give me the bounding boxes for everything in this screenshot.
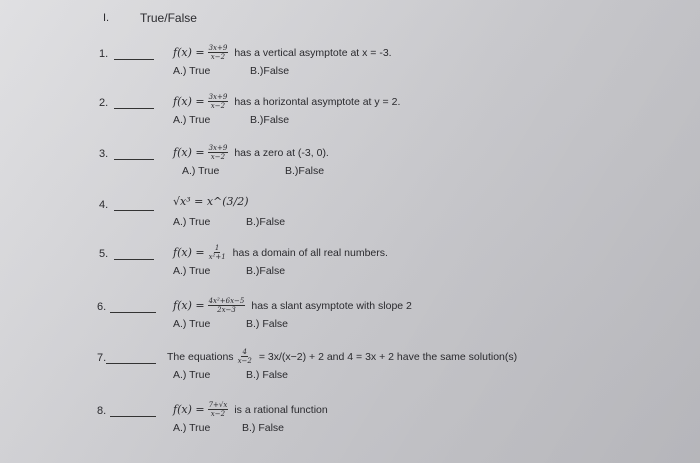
fraction-numerator: 3x+9: [208, 93, 228, 101]
question-item: [0, 93, 700, 143]
fraction-numerator: 4x²+6x−5: [208, 297, 245, 305]
answer-blank[interactable]: [114, 159, 154, 160]
question-number: 4.: [99, 199, 109, 211]
question-item: [0, 44, 700, 94]
fraction: [208, 44, 229, 61]
option-true[interactable]: A.) True: [173, 65, 211, 77]
question-item: [0, 297, 700, 347]
question-number: 6.: [97, 301, 107, 313]
option-true[interactable]: A.) True: [173, 422, 211, 434]
question-statement: [173, 144, 329, 161]
question-number: 5.: [99, 248, 109, 260]
fraction-numerator: 3x+9: [208, 144, 228, 152]
question-statement: [173, 244, 388, 261]
answer-blank[interactable]: [114, 108, 154, 109]
question-statement: [173, 297, 412, 314]
statement-text: has a slant asymptote with slope 2: [251, 299, 412, 312]
section-number: I.: [103, 12, 110, 24]
statement-text: has a domain of all real numbers.: [232, 246, 388, 259]
fraction: [237, 348, 253, 365]
fraction-denominator: 2x−3: [217, 306, 236, 314]
fraction-denominator: x−2: [210, 102, 226, 110]
function-lhs: f(x) =: [173, 246, 205, 259]
answer-blank[interactable]: [110, 312, 156, 313]
option-true[interactable]: A.) True: [173, 114, 211, 126]
option-true[interactable]: A.) True: [182, 165, 220, 177]
section-title: True/False: [140, 11, 197, 25]
question-number: 8.: [97, 405, 107, 417]
fraction-numerator: 1: [214, 244, 220, 252]
option-false[interactable]: B.) False: [246, 369, 289, 381]
question-number: 3.: [99, 148, 109, 160]
question-statement: [167, 348, 517, 365]
question-statement: [173, 401, 328, 418]
fraction-numerator: 3x+9: [208, 44, 228, 52]
answer-blank[interactable]: [110, 416, 156, 417]
option-true[interactable]: A.) True: [173, 265, 211, 277]
function-lhs: f(x) =: [173, 46, 205, 59]
fraction-numerator: 4: [242, 348, 247, 356]
fraction-denominator: x−2: [210, 153, 226, 161]
option-true[interactable]: A.) True: [173, 216, 211, 228]
fraction: [208, 144, 229, 161]
fraction-denominator: x−2: [210, 53, 226, 61]
fraction-denominator: x−2: [237, 357, 252, 365]
question-number: 1.: [99, 48, 109, 60]
option-false[interactable]: B.) False: [242, 422, 285, 434]
statement-text: has a horizontal asymptote at y = 2.: [234, 95, 401, 108]
fraction-denominator: x²+1: [208, 253, 226, 261]
option-false[interactable]: B.)False: [285, 165, 325, 177]
function-lhs: f(x) =: [173, 299, 205, 312]
option-false[interactable]: B.)False: [246, 216, 286, 228]
statement-text: is a rational function: [234, 403, 328, 416]
option-false[interactable]: B.) False: [246, 318, 289, 330]
statement-text: has a zero at (-3, 0).: [234, 146, 329, 159]
question-item: [0, 195, 700, 245]
fraction: [208, 93, 229, 110]
answer-blank[interactable]: [114, 59, 154, 60]
function-lhs: f(x) =: [173, 95, 205, 108]
function-lhs: f(x) =: [173, 403, 205, 416]
statement-text: has a vertical asymptote at x = -3.: [234, 46, 392, 59]
statement-prefix: The equations: [167, 350, 234, 363]
option-false[interactable]: B.)False: [250, 114, 290, 126]
question-number: 7.: [97, 352, 107, 364]
answer-blank[interactable]: [114, 210, 154, 211]
answer-blank[interactable]: [114, 259, 154, 260]
question-item: [0, 401, 700, 451]
question-number: 2.: [99, 97, 109, 109]
fraction: [208, 297, 246, 314]
question-statement: [173, 195, 249, 208]
option-false[interactable]: B.)False: [246, 265, 286, 277]
statement-text: = 3x/(x−2) + 2 and 4 = 3x + 2 have the same solution(s): [258, 350, 518, 363]
option-false[interactable]: B.)False: [250, 65, 290, 77]
option-true[interactable]: A.) True: [173, 318, 211, 330]
question-item: [0, 348, 700, 398]
function-lhs: f(x) =: [173, 146, 205, 159]
option-true[interactable]: A.) True: [173, 369, 211, 381]
fraction: [208, 244, 227, 261]
question-statement: [173, 44, 392, 61]
question-statement: [173, 93, 400, 110]
fraction-numerator: 7+√x: [208, 401, 228, 409]
question-item: [0, 144, 700, 194]
fraction: [208, 401, 229, 418]
radical-equation: √x³ = x^(3/2): [173, 195, 249, 208]
question-item: [0, 244, 700, 294]
fraction-denominator: x−2: [210, 410, 226, 418]
answer-blank[interactable]: [106, 363, 156, 364]
